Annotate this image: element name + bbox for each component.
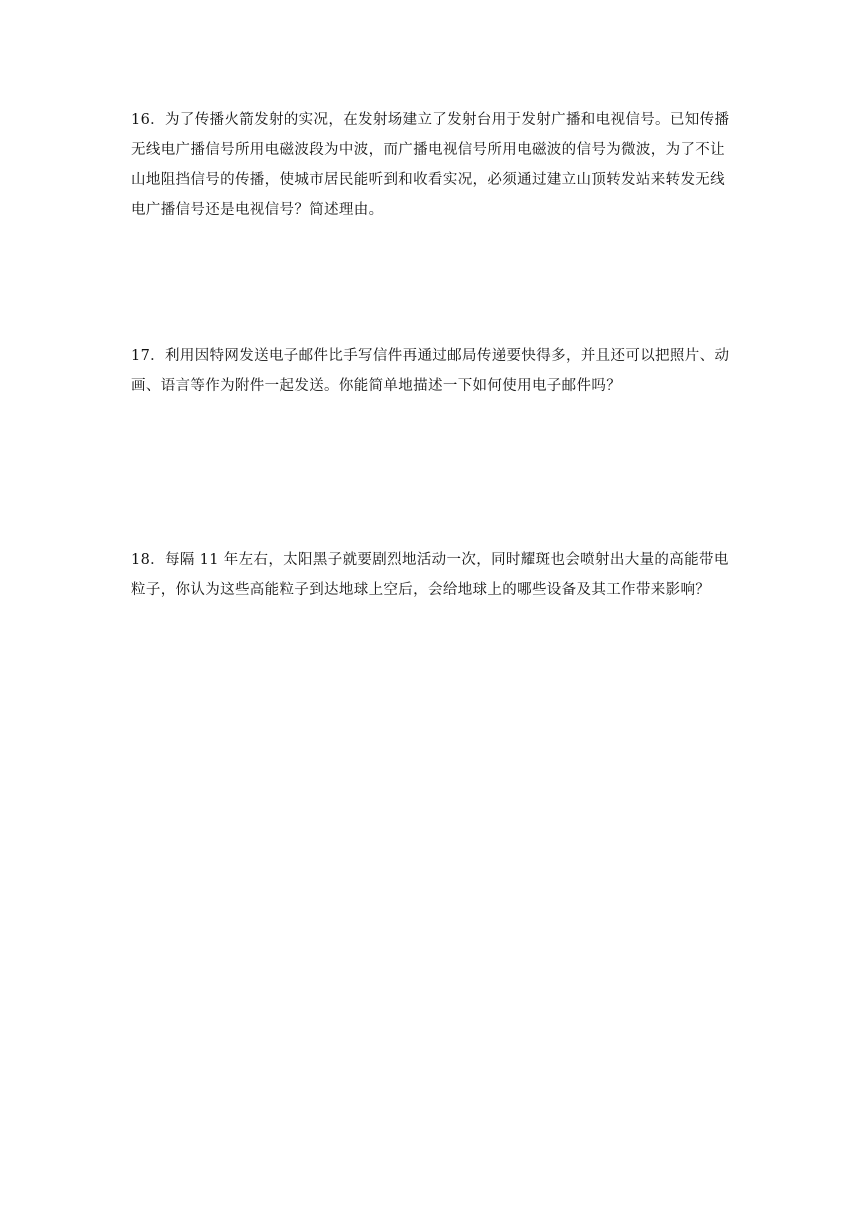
question-17-line-1: 17．利用因特网发送电子邮件比手写信件再通过邮局传递要快得多，并且还可以把照片、动	[131, 348, 730, 364]
question-16-line-3: 山地阻挡信号的传播，使城市居民能听到和收看实况，必须通过建立山顶转发站来转发无线	[131, 172, 725, 188]
question-16-line-4: 电广播信号还是电视信号？简述理由。	[131, 202, 384, 218]
question-18-line-2: 粒子，你认为这些高能粒子到达地球上空后，会给地球上的哪些设备及其工作带来影响？	[131, 582, 711, 598]
question-18-line-1: 18．每隔 11 年左右，太阳黑子就要剧烈地活动一次，同时耀斑也会喷射出大量的高能带电	[131, 552, 729, 568]
question-18	[131, 545, 743, 605]
question-17-line-2: 画、语言等作为附件一起发送。你能简单地描述一下如何使用电子邮件吗？	[131, 378, 622, 394]
question-16-line-2: 无线电广播信号所用电磁波段为中波，而广播电视信号所用电磁波的信号为微波，为了不让	[131, 142, 725, 158]
question-16	[131, 105, 743, 225]
question-16-line-1: 16．为了传播火箭发射的实况，在发射场建立了发射台用于发射广播和电视信号。已知传播	[131, 112, 730, 128]
question-17	[131, 341, 743, 401]
